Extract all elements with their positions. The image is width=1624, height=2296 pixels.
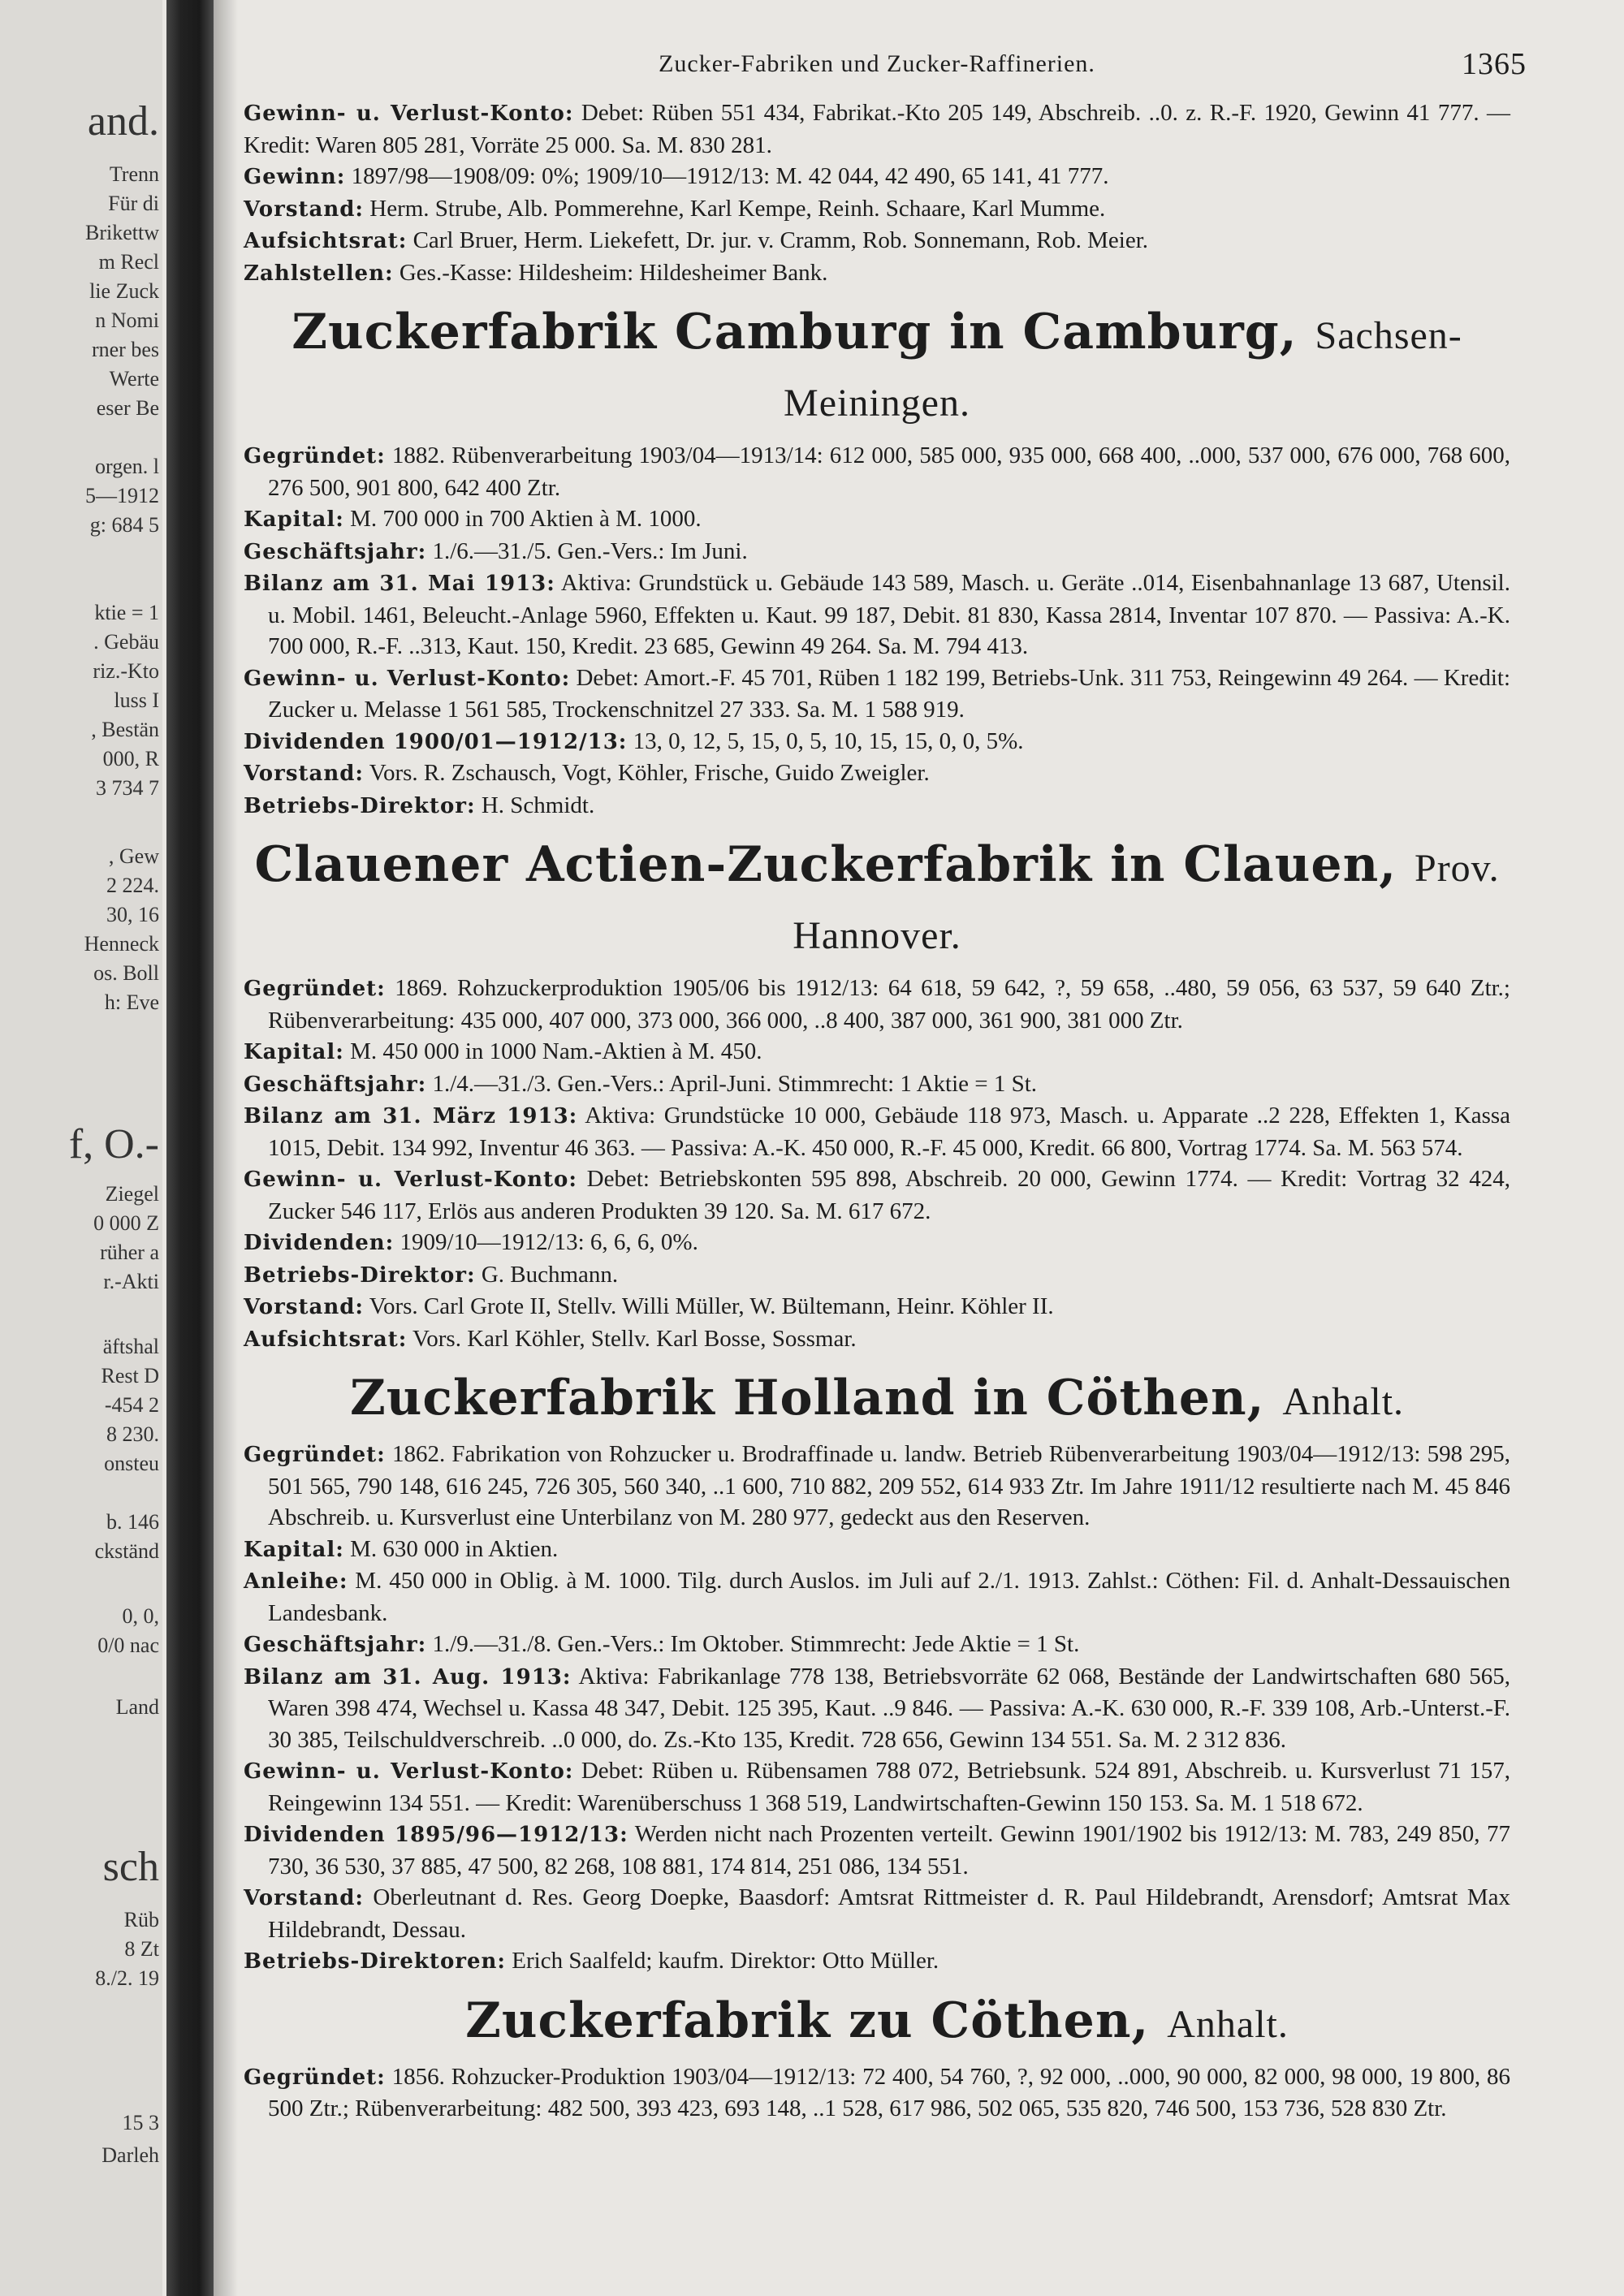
left-page-fragment: r.-Akti <box>103 1270 159 1293</box>
entry-label: Gegründet: <box>244 444 386 468</box>
entry-label: Gegründet: <box>244 2065 386 2090</box>
entry-text: Carl Bruer, Herm. Liekefett, Dr. jur. v. Cramm, Rob. Sonnemann, Rob. Meier. <box>412 227 1149 253</box>
entry-text: 1869. Rohzuckerproduktion 1905/06 bis 1912/13: 64 618, 59 642, ?, 59 658, ..480, 59 056, 63 537, 59 640 Ztr.; Rübenverarbeitung: 435 000, 407 000, 373 000, 366 000, ..8 400, 387 000, 361 900, 381 000 Ztr. <box>268 975 1510 1034</box>
company-location: Sachsen-Meiningen. <box>784 314 1462 425</box>
entry-label: Geschäftsjahr: <box>244 539 427 564</box>
entry-paragraph <box>244 726 1510 758</box>
page-number: 1365 <box>1462 47 1527 81</box>
entry-text: Herm. Strube, Alb. Pommerehne, Karl Kempe, Reinh. Schaare, Karl Mumme. <box>369 195 1106 222</box>
entry-paragraph <box>244 2061 1510 2125</box>
entry-paragraph <box>244 1291 1510 1323</box>
entry-label: Gewinn- u. Verlust-Konto: <box>244 1759 574 1784</box>
left-page-fragment: 0/0 nac <box>97 1634 159 1657</box>
entry-paragraph <box>244 1036 1510 1068</box>
entry-paragraph <box>244 193 1510 226</box>
left-page-fragment: 30, 16 <box>106 903 159 926</box>
entry-text: M. 630 000 in Aktien. <box>350 1535 559 1562</box>
left-page-fragment: Land <box>115 1695 159 1719</box>
entry-text: 13, 0, 12, 5, 15, 0, 5, 10, 15, 15, 0, 0, 5%. <box>633 727 1024 754</box>
entry-paragraph <box>244 1439 1510 1534</box>
left-page-fragment: m Recl <box>98 250 159 274</box>
entry-text: 1./4.—31./3. Gen.-Vers.: April-Juni. Stimmrecht: 1 Aktie = 1 St. <box>432 1070 1038 1097</box>
left-page-fragment: ckständ <box>94 1539 159 1563</box>
entry-label: Kapital: <box>244 1040 344 1064</box>
entry-label: Vorstand: <box>244 762 365 786</box>
entry-label: Gewinn- u. Verlust-Konto: <box>244 1167 577 1192</box>
left-page-fragment: and. <box>87 98 159 145</box>
entry-label: Kapital: <box>244 507 344 532</box>
company-location: Anhalt. <box>1282 1380 1405 1423</box>
left-page-fragment: 000, R <box>102 747 159 770</box>
entry-label: Gewinn- u. Verlust-Konto: <box>244 101 574 126</box>
entry-paragraph <box>244 1755 1510 1819</box>
entry-paragraph <box>244 536 1510 568</box>
entry-paragraph <box>244 440 1510 503</box>
left-page-fragment: Rüb <box>123 1908 159 1931</box>
adjacent-page-fragment <box>0 0 162 2296</box>
entry-paragraph <box>244 97 1510 161</box>
company-title <box>244 1366 1510 1434</box>
company-name: Zuckerfabrik Holland in Cöthen, <box>349 1370 1265 1426</box>
entry-text: M. 450 000 in 1000 Nam.-Aktien à M. 450. <box>350 1038 762 1064</box>
entry-text: Vors. R. Zschausch, Vogt, Köhler, Frische, Guido Zweigler. <box>369 760 930 786</box>
entry-paragraph <box>244 257 1510 290</box>
entry-label: Betriebs-Direktor: <box>244 793 476 818</box>
left-page-fragment: eser Be <box>96 396 159 420</box>
entry-text: G. Buchmann. <box>481 1261 619 1288</box>
entry-text: 1882. Rübenverarbeitung 1903/04—1913/14: 612 000, 585 000, 935 000, 668 400, ..000, 537 000, 676 000, 768 600, 276 500, 901 800, 642 400 Ztr. <box>268 442 1510 501</box>
entry-paragraph <box>244 1882 1510 1945</box>
left-page-fragment: , Gew <box>108 844 159 868</box>
entry-label: Gewinn: <box>244 165 346 189</box>
entry-label: Bilanz am 31. März 1913: <box>244 1104 578 1129</box>
left-page-fragment: riz.-Kto <box>93 659 159 683</box>
entry-text: Aktiva: Grundstücke 10 000, Gebäude 118 973, Masch. u. Apparate ..2 228, Effekten 1, Kassa 1015, Debit. 134 992, Inventur 46 363. — Passiva: A.-K. 450 000, R.-F. 45 000, Kredit. 66 800, Vortrag 1774. Sa. M. 563 574. <box>268 1103 1511 1161</box>
company-name: Zuckerfabrik Camburg in Camburg, <box>292 304 1298 360</box>
company-name: Clauener Actien-Zuckerfabrik in Clauen, <box>254 836 1397 893</box>
left-page-fragment: 8./2. 19 <box>95 1966 159 1990</box>
entry-paragraph <box>244 1534 1510 1566</box>
entry-paragraph <box>244 1100 1510 1163</box>
left-page-fragment: rüher a <box>100 1241 159 1264</box>
company-title <box>244 300 1510 435</box>
left-page-fragment: h: Eve <box>104 990 159 1014</box>
left-page-fragment: os. Boll <box>93 961 159 985</box>
entry-label: Gewinn- u. Verlust-Konto: <box>244 666 571 691</box>
left-page-fragment: äftshal <box>102 1335 159 1358</box>
left-page-fragment: n Nomi <box>95 309 159 332</box>
left-page-fragment: ktie = 1 <box>94 601 159 624</box>
left-page-fragment: Brikettw <box>85 221 159 244</box>
left-page-fragment: Rest D <box>101 1364 159 1388</box>
left-page-fragment: sch <box>102 1844 159 1890</box>
left-page-fragment: 8 230. <box>106 1422 159 1446</box>
entry-text: Oberleutnant d. Res. Georg Doepke, Baasdorf: Amtsrat Rittmeister d. R. Paul Hildebrandt, Arensdorf; Amtsrat Max Hildebrandt, Dessau. <box>268 1884 1510 1943</box>
left-page-fragment: Werte <box>109 367 159 391</box>
left-page-fragment: rner bes <box>91 338 159 361</box>
left-page-fragment: Für di <box>108 192 159 215</box>
entry-label: Betriebs-Direktoren: <box>244 1949 507 1974</box>
entry-paragraph <box>244 973 1510 1036</box>
left-page-fragment: Trenn <box>109 162 159 186</box>
left-page-fragment: 3 734 7 <box>96 776 159 800</box>
left-page-fragment: lie Zuck <box>89 279 159 303</box>
left-page-fragment: 0 000 Z <box>93 1211 159 1235</box>
entry-paragraph <box>244 1945 1510 1978</box>
entry-text: 1856. Rohzucker-Produktion 1903/04—1912/13: 72 400, 54 760, ?, 92 000, ..000, 90 000, 82 000, 98 000, 19 800, 86 500 Ztr.; Rübenverarbeitung: 482 500, 393 423, 693 148, ..1 528, 617 986, 502 065, 535 820, 746 500, 153 736, 528 830 Ztr. <box>268 2063 1511 2121</box>
entry-label: Vorstand: <box>244 1886 365 1910</box>
entry-label: Anleihe: <box>244 1569 348 1594</box>
entry-text: Aktiva: Fabrikanlage 778 138, Betriebsvorräte 62 068, Bestände der Landwirtschaften 680 565, Waren 398 474, Wechsel u. Kassa 48 347, Debit. 125 395, Kaut. ..9 846. — Passiva: A.-K. 630 000, R.-F. 339 108, Arb.-Unterst.-F. 30 385, Teilschuldverschreib. ..0 000, do. Zs.-Kto 135, Kredit. 728 656, Gewinn 134 551. Sa. M. 2 312 836. <box>268 1663 1511 1753</box>
entry-label: Kapital: <box>244 1537 344 1562</box>
entry-text: Vors. Carl Grote II, Stellv. Willi Müller, W. Bültemann, Heinr. Köhler II. <box>369 1293 1054 1319</box>
entry-paragraph <box>244 568 1510 662</box>
directory-page <box>244 47 1527 2125</box>
entry-paragraph <box>244 1323 1510 1356</box>
entry-label: Bilanz am 31. Mai 1913: <box>244 572 555 596</box>
book-binding-gutter <box>166 0 214 2296</box>
left-page-fragment: 0, 0, <box>122 1604 159 1628</box>
entry-text: Debet: Amort.-F. 45 701, Rüben 1 182 199, Betriebs-Unk. 311 753, Reingewinn 49 264. — Kredit: Zucker u. Melasse 1 561 585, Trockenschnitzel 27 333. Sa. M. 1 588 919. <box>268 664 1510 723</box>
entry-text: 1./9.—31./8. Gen.-Vers.: Im Oktober. Stimmrecht: Jede Aktie = 1 St. <box>432 1631 1080 1657</box>
entry-paragraph <box>244 1629 1510 1661</box>
entry-label: Dividenden 1895/96—1912/13: <box>244 1823 628 1847</box>
left-page-fragment: 8 Zt <box>124 1937 159 1961</box>
company-location: Prov. Hannover. <box>793 847 1500 957</box>
entry-paragraph <box>244 161 1510 193</box>
entry-text: 1909/10—1912/13: 6, 6, 6, 0%. <box>400 1229 698 1255</box>
entry-text: Aktiva: Grundstück u. Gebäude 143 589, Masch. u. Geräte ..014, Eisenbahnanlage 13 687, Utensil. u. Mobil. 1461, Beleucht.-Anlage 5960, Effekten u. Kaut. 99 187, Debit. 81 830, Kassa 2814, Inventar 107 870. — Passiva: A.-K. 700 000, R.-F. ..313, Kaut. 150, Kredit. 23 685, Gewinn 49 264. Sa. M. 794 413. <box>268 570 1510 659</box>
entry-label: Gegründet: <box>244 977 386 1001</box>
entry-label: Gegründet: <box>244 1443 386 1467</box>
left-page-fragment: 15 3 <box>122 2111 159 2134</box>
entry-text: 1897/98—1908/09: 0%; 1909/10—1912/13: M. 42 044, 42 490, 65 141, 41 777. <box>351 163 1109 189</box>
left-page-fragment: 2 224. <box>106 874 159 897</box>
entry-label: Aufsichtsrat: <box>244 229 408 253</box>
entry-paragraph <box>244 1661 1510 1756</box>
entry-text: Debet: Rüben u. Rübensamen 788 072, Betriebsunk. 524 891, Abschreib. u. Kursverlust 71 157, Reingewinn 134 551. — Kredit: Warenüberschuss 1 368 519, Landwirtschaften-Gewinn 150 153. Sa. M. 1 518 672. <box>268 1758 1510 1816</box>
entry-label: Bilanz am 31. Aug. 1913: <box>244 1664 572 1690</box>
entry-text: 1862. Fabrikation von Rohzucker u. Brodraffinade u. landw. Betrieb Rübenverarbeitung 1903/04—1912/13: 598 295, 501 565, 790 148, 616 245, 726 305, 560 340, ..1 600, 710 882, 209 552, 614 933 Ztr. Im Jahre 1911/12 resultierte nach M. 45 846 Abschreib. u. Kursverlust eine Unterbilanz von M. 280 977, gedeckt aus den Reserven. <box>268 1441 1511 1530</box>
entry-label: Vorstand: <box>244 1295 365 1319</box>
left-page-fragment: Darleh <box>102 2143 159 2167</box>
left-page-fragment: b. 146 <box>106 1510 159 1534</box>
company-title <box>244 1989 1510 2056</box>
entry-paragraph <box>244 225 1510 257</box>
left-page-fragment: -454 2 <box>104 1393 159 1417</box>
entry-text: Vors. Karl Köhler, Stellv. Karl Bosse, Sossmar. <box>412 1325 857 1352</box>
entry-text: M. 700 000 in 700 Aktien à M. 1000. <box>350 506 702 532</box>
entry-text: 1./6.—31./5. Gen.-Vers.: Im Juni. <box>432 537 748 564</box>
left-page-fragment: onsteu <box>104 1452 159 1475</box>
left-page-fragment: f, O.- <box>68 1121 159 1167</box>
entry-paragraph <box>244 1259 1510 1292</box>
entry-text: Erich Saalfeld; kaufm. Direktor: Otto Müller. <box>512 1948 939 1974</box>
entry-text: Debet: Rüben 551 434, Fabrikat.-Kto 205 149, Abschreib. ..0. z. R.-F. 1920, Gewinn 41 777. — Kredit: Waren 805 281, Vorräte 25 000. Sa. M. 830 281. <box>244 100 1510 158</box>
entry-label: Dividenden: <box>244 1231 395 1255</box>
left-page-fragment: luss I <box>114 688 159 712</box>
gutter-shadow <box>214 0 238 2296</box>
entry-text: Werden nicht nach Prozenten verteilt. Gewinn 1901/1902 bis 1912/13: M. 783, 249 850, 77 730, 36 530, 37 885, 47 500, 82 268, 108 881, 174 814, 251 086, 134 551. <box>268 1821 1511 1880</box>
entry-paragraph <box>244 503 1510 536</box>
entry-label: Dividenden 1900/01—1912/13: <box>244 729 628 754</box>
entry-paragraph <box>244 662 1510 726</box>
left-page-fragment: , Bestän <box>91 718 159 741</box>
running-header <box>244 47 1527 97</box>
entry-label: Betriebs-Direktor: <box>244 1262 476 1288</box>
left-page-fragment: . Gebäu <box>93 630 159 654</box>
header-title: Zucker-Fabriken und Zucker-Raffinerien. <box>659 50 1095 77</box>
left-page-fragment: orgen. l <box>95 455 159 478</box>
left-page-fragment: g: 684 5 <box>89 513 159 537</box>
entry-label: Geschäftsjahr: <box>244 1072 427 1097</box>
entry-paragraph <box>244 1068 1510 1101</box>
company-location: Anhalt. <box>1167 2002 1289 2046</box>
entry-text: M. 450 000 in Oblig. à M. 1000. Tilg. durch Auslos. im Juli auf 2./1. 1913. Zahlst.: Cöthen: Fil. d. Anhalt-Dessauischen Landesbank. <box>268 1568 1511 1626</box>
entry-label: Geschäftsjahr: <box>244 1633 427 1657</box>
entry-paragraph <box>244 1819 1510 1882</box>
left-page-fragment: Henneck <box>84 932 159 956</box>
entry-paragraph <box>244 1163 1510 1227</box>
entry-label: Zahlstellen: <box>244 261 394 286</box>
entry-paragraph <box>244 757 1510 790</box>
entry-text: Ges.-Kasse: Hildesheim: Hildesheimer Bank. <box>399 259 828 286</box>
entry-paragraph <box>244 1227 1510 1259</box>
entry-paragraph <box>244 790 1510 822</box>
company-title <box>244 833 1510 968</box>
entry-text: Debet: Betriebskonten 595 898, Abschreib. 20 000, Gewinn 1774. — Kredit: Vortrag 32 424, Zucker 546 117, Erlös aus anderen Produkten 39 120. Sa. M. 617 672. <box>268 1166 1511 1224</box>
entry-text: H. Schmidt. <box>481 792 595 818</box>
entry-paragraph <box>244 1565 1510 1629</box>
entry-label: Aufsichtsrat: <box>244 1327 408 1352</box>
company-name: Zuckerfabrik zu Cöthen, <box>465 1992 1150 2049</box>
entries-container <box>244 97 1510 2125</box>
left-page-fragment: Ziegel <box>105 1182 159 1206</box>
entry-label: Vorstand: <box>244 196 365 222</box>
left-page-fragment: 5—1912 <box>85 484 159 507</box>
